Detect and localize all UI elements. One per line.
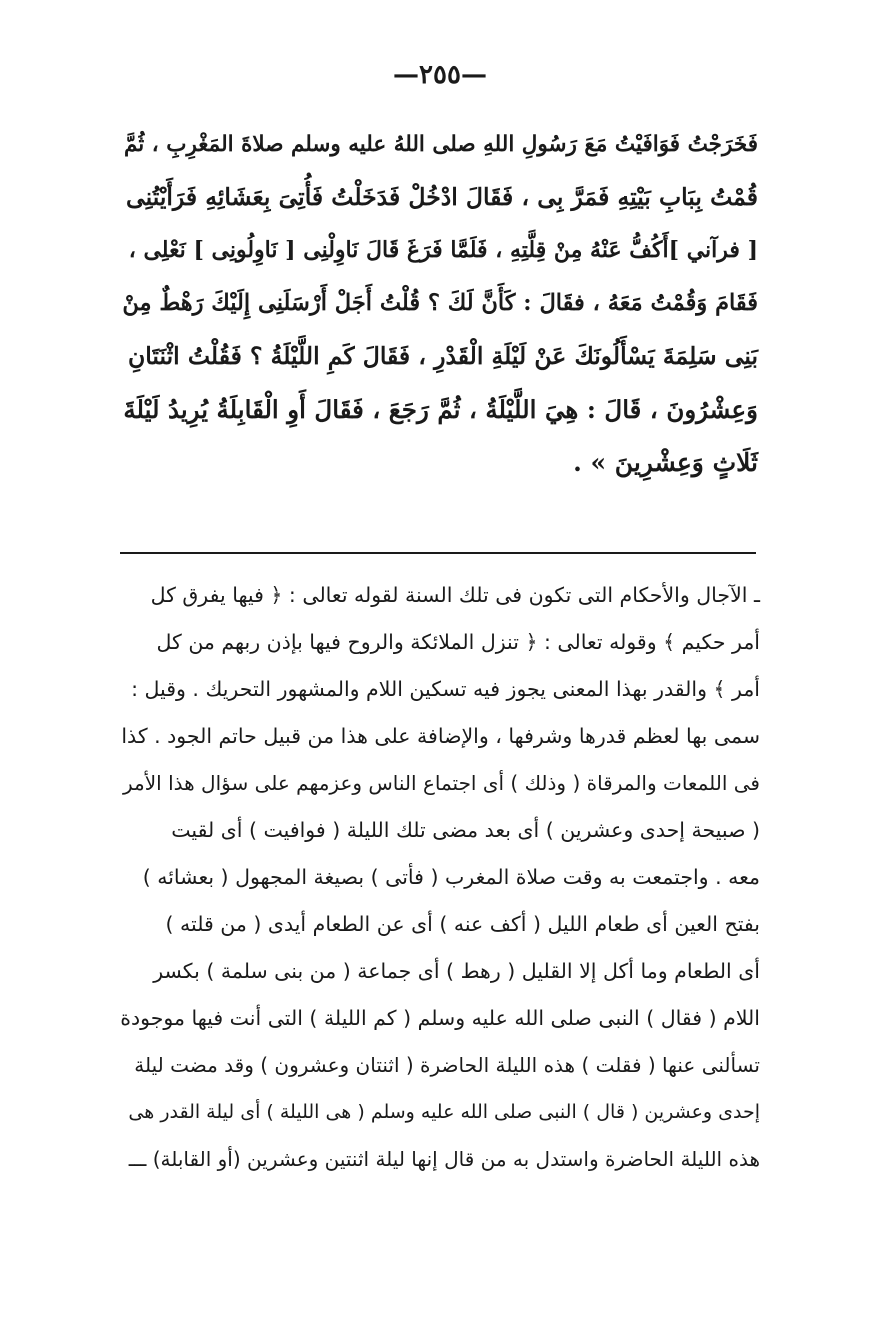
hadith-line: بَنِى سَلِمَةَ يَسْأَلُونَكَ عَنْ لَيْلَةِ الْقَدْرِ ، فَقَالَ كَمِ اللَّيْلَةُ ؟ فَقُلْتُ اثْنَتَانِ	[128, 342, 758, 370]
hadith-line: فَخَرَجْتُ فَوَافَيْتُ مَعَ رَسُولِ اللهِ صلى اللهُ عليه وسلم صلاةَ المَغْرِبِ ، ثُمَّ	[124, 132, 758, 157]
commentary-line: فى اللمعات والمرقاة ( وذلك ) أى اجتماع الناس وعزمهم على سؤال هذا الأمر	[123, 771, 760, 795]
commentary-line: اللام ( فقال ) النبى صلى الله عليه وسلم ( كم الليلة ) التى أنت فيها موجودة	[120, 1006, 760, 1030]
hadith-line: وَعِشْرُونَ ، قَالَ : هِيَ اللَّيْلَةُ ، ثُمَّ رَجَعَ ، فَقَالَ أَوِ الْقَابِلَةُ يُرِيدُ لَيْلَةَ	[123, 395, 758, 424]
commentary-line: أمر ﴾ والقدر بهذا المعنى يجوز فيه تسكين اللام والمشهور التحريك . وقيل :	[131, 677, 760, 701]
commentary-line: أى الطعام وما أكل إلا القليل ( رهط ) أى جماعة ( من بنى سلمة ) بكسر	[153, 959, 760, 983]
footnote-separator	[120, 552, 756, 554]
commentary-line: ـ الآجال والأحكام التى تكون فى تلك السنة لقوله تعالى : ﴿ فيها يفرق كل	[150, 583, 760, 607]
commentary-line: إحدى وعشرين ( قال ) النبى صلى الله عليه وسلم ( هى الليلة ) أى ليلة القدر هى	[128, 1101, 760, 1123]
commentary-line: هذه الليلة الحاضرة واستدل به من قال إنها ليلة اثنتين وعشرين (أو القابلة) ـــ	[128, 1147, 760, 1171]
hadith-line: فَقَامَ وَقُمْتُ مَعَهُ ، فقَالَ : كَأَنَّ لَكَ ؟ قُلْتُ أَجَلْ أَرْسَلَنِى إِلَيْكَ رَهْطٌ مِنْ	[122, 290, 758, 316]
commentary-line: ( صبيحة إحدى وعشرين ) أى بعد مضى تلك الليلة ( فوافيت ) أى لقيت	[171, 818, 760, 842]
commentary-line: أمر حكيم ﴾ وقوله تعالى : ﴿ تنزل الملائكة والروح فيها بإذن ربهم من كل	[156, 630, 760, 654]
hadith-line: قُمْتُ بِبَابِ بَيْتِهِ فَمَرَّ بِى ، فَقَالَ ادْخُلْ فَدَخَلْتُ فَأُتِىَ بِعَشَائِهِ فَرَأَيْتُنِى	[126, 183, 758, 211]
commentary-line: سمى بها لعظم قدرها وشرفها ، والإضافة على هذا من قبيل حاتم الجود . كذا	[121, 724, 760, 748]
commentary-line: تسألنى عنها ( فقلت ) هذه الليلة الحاضرة ( اثنتان وعشرون ) وقد مضت ليلة	[134, 1053, 760, 1077]
commentary-text	[120, 572, 760, 1183]
hadith-line: ثَلَاثٍ وَعِشْرِينَ » .	[573, 448, 758, 477]
commentary-line: معه . واجتمعت به وقت صلاة المغرب ( فأتى ) بصيغة المجهول ( بعشائه )	[142, 865, 760, 889]
commentary-line: بفتح العين أى طعام الليل ( أكف عنه ) أى عن الطعام أيدى ( من قلته )	[165, 912, 760, 936]
hadith-line: [ فرآني ]أَكُفُّ عَنْهُ مِنْ قِلَّتِهِ ، فَلَمَّا فَرَغَ قَالَ نَاوِلْنِى [ نَاوِلُونِى ] نَعْلِى ،	[128, 237, 758, 263]
hadith-text	[118, 118, 758, 489]
page-number: —٢٥٥—	[393, 60, 487, 90]
